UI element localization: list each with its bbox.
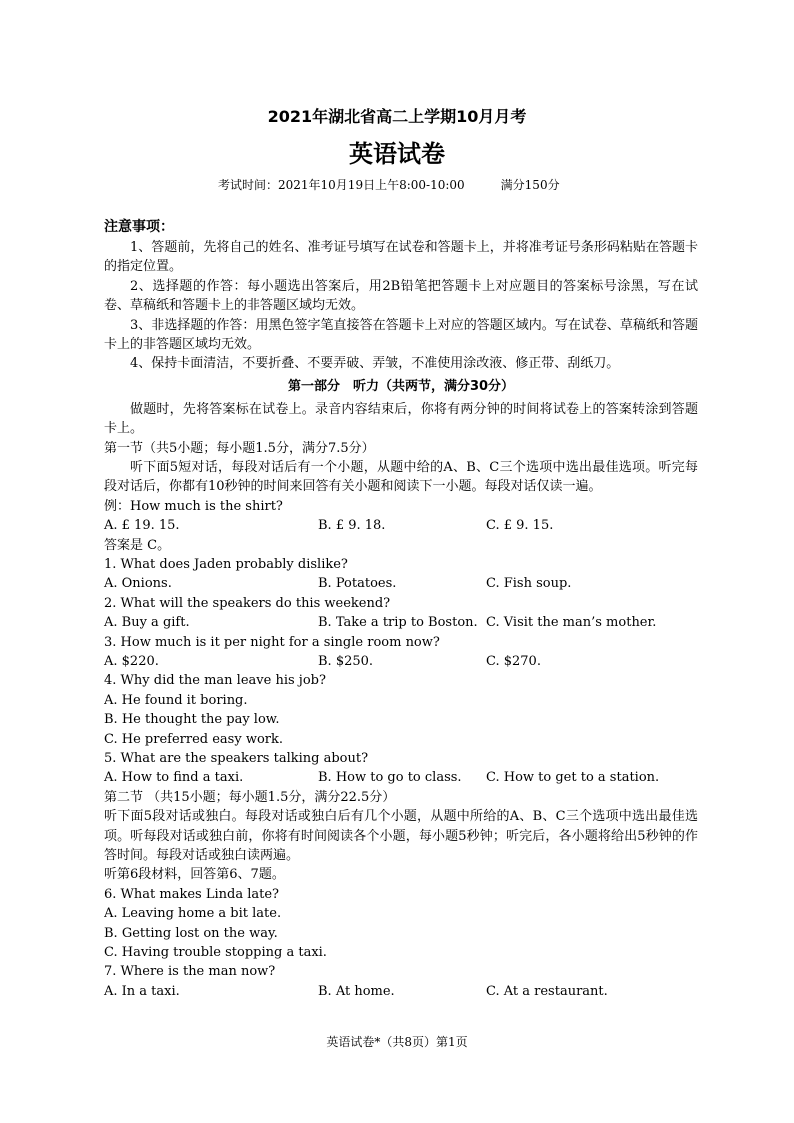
question-5-options bbox=[104, 768, 698, 787]
q2-option-c: C. Visit the man’s mother. bbox=[486, 615, 657, 631]
q4-option-b: B. He thought the pay low. bbox=[104, 712, 280, 728]
section1-heading: 第一节（共5小题；每小题1.5分，满分7.5分） bbox=[104, 440, 375, 456]
note-item-1: 1、答题前，先将自己的姓名、准考证号填写在试卷和答题卡上，并将准考证号条形码粘贴在答题卡的指定位置。 bbox=[104, 240, 698, 275]
q3-option-c: C. $270. bbox=[486, 653, 541, 669]
question-6: 6. What makes Linda late? bbox=[104, 886, 279, 902]
q2-option-b: B. Take a trip to Boston. bbox=[318, 615, 478, 631]
q5-option-a: A. How to find a taxi. bbox=[104, 770, 244, 786]
note-item-3: 3、非选择题的作答：用黑色签字笔直接答在答题卡上对应的答题区域内。写在试卷、草稿纸和答题卡上的非答题区域均无效。 bbox=[104, 317, 698, 353]
note-item-4: 4、保持卡面清洁，不要折叠、不要弄破、弄皱，不准使用涂改液、修正带、刮纸刀。 bbox=[130, 356, 620, 372]
q4-option-c: C. He preferred easy work. bbox=[104, 731, 283, 747]
question-7: 7. Where is the man now? bbox=[104, 964, 276, 980]
q7-option-c: C. At a restaurant. bbox=[486, 983, 608, 999]
example-options bbox=[104, 516, 698, 535]
example-option-a: A. £ 19. 15. bbox=[104, 518, 180, 534]
question-2-options bbox=[104, 613, 698, 632]
q1-option-b: B. Potatoes. bbox=[318, 576, 397, 592]
section1-instruction: 听下面5短对话，每段对话后有一个小题，从题中给的A、B、C三个选项中选出最佳选项。听完每段对话后，你都有10秒钟的时间来回答有关小题和阅读下一小题。每段对话仅读一遍。 bbox=[104, 460, 698, 495]
q6-option-a: A. Leaving home a bit late. bbox=[104, 906, 282, 922]
question-5: 5. What are the speakers talking about? bbox=[104, 750, 369, 766]
question-2: 2. What will the speakers do this weekend? bbox=[104, 595, 391, 611]
exam-title: 2021年湖北省高二上学期10月月考 bbox=[267, 107, 527, 126]
q5-option-c: C. How to get to a station. bbox=[486, 770, 660, 786]
question-4: 4. Why did the man leave his job? bbox=[104, 673, 326, 689]
question-7-options bbox=[104, 982, 698, 1001]
part1-heading: 第一部分 听力（共两节，满分30分） bbox=[287, 378, 515, 394]
example-option-b: B. £ 9. 18. bbox=[318, 518, 386, 534]
q6-option-c: C. Having trouble stopping a taxi. bbox=[104, 944, 327, 960]
question-3-options bbox=[104, 652, 698, 671]
material-6-label: 听第6段材料，回答第6、7题。 bbox=[104, 867, 285, 883]
part1-instruction: 做题时，先将答案标在试卷上。录音内容结束后，你将有两分钟的时间将试卷上的答案转涂到答题卡上。 bbox=[104, 401, 698, 437]
exam-time: 考试时间：2021年10月19日上午8:00-10:00 bbox=[218, 178, 465, 192]
q4-option-a: A. He found it boring. bbox=[104, 692, 248, 708]
example-answer: 答案是 C。 bbox=[104, 537, 171, 553]
q3-option-a: A. $220. bbox=[104, 653, 159, 669]
q1-option-c: C. Fish soup. bbox=[486, 576, 572, 592]
page-footer: 英语试卷*（共8页）第1页 bbox=[326, 1035, 468, 1049]
q5-option-b: B. How to go to class. bbox=[318, 770, 462, 786]
full-score: 满分150分 bbox=[500, 178, 560, 192]
question-3: 3. How much is it per night for a single room now? bbox=[104, 634, 440, 650]
example-option-c: C. £ 9. 15. bbox=[486, 518, 554, 534]
q3-option-b: B. $250. bbox=[318, 653, 374, 669]
q7-option-b: B. At home. bbox=[318, 983, 395, 999]
example-question: 例：How much is the shirt? bbox=[104, 498, 283, 514]
question-1: 1. What does Jaden probably dislike? bbox=[104, 557, 348, 573]
section2-instruction: 听下面5段对话或独白。每段对话或独白后有几个小题，从题中所给的A、B、C三个选项中选出最佳选项。听每段对话或独白前，你将有时间阅读各个小题，每小题5秒钟；听完后，各小题将给出5秒钟的作答时间。每段对话或独白读两遍。 bbox=[104, 809, 698, 863]
question-1-options bbox=[104, 574, 698, 593]
q7-option-a: A. In a taxi. bbox=[104, 983, 180, 999]
q6-option-b: B. Getting lost on the way. bbox=[104, 925, 278, 941]
q1-option-a: A. Onions. bbox=[104, 576, 172, 592]
exam-content bbox=[104, 216, 698, 1001]
q2-option-a: A. Buy a gift. bbox=[104, 615, 190, 631]
notes-heading: 注意事项： bbox=[104, 219, 174, 235]
exam-subject-title: 英语试卷 bbox=[349, 140, 445, 168]
note-item-2: 2、选择题的作答：每小题选出答案后，用2B铅笔把答题卡上对应题目的答案标号涂黑，写在试卷、草稿纸和答题卡上的非答题区域均无效。 bbox=[104, 278, 698, 314]
exam-info bbox=[218, 176, 596, 193]
section2-heading: 第二节 （共15小题；每小题1.5分，满分22.5分） bbox=[104, 789, 396, 805]
